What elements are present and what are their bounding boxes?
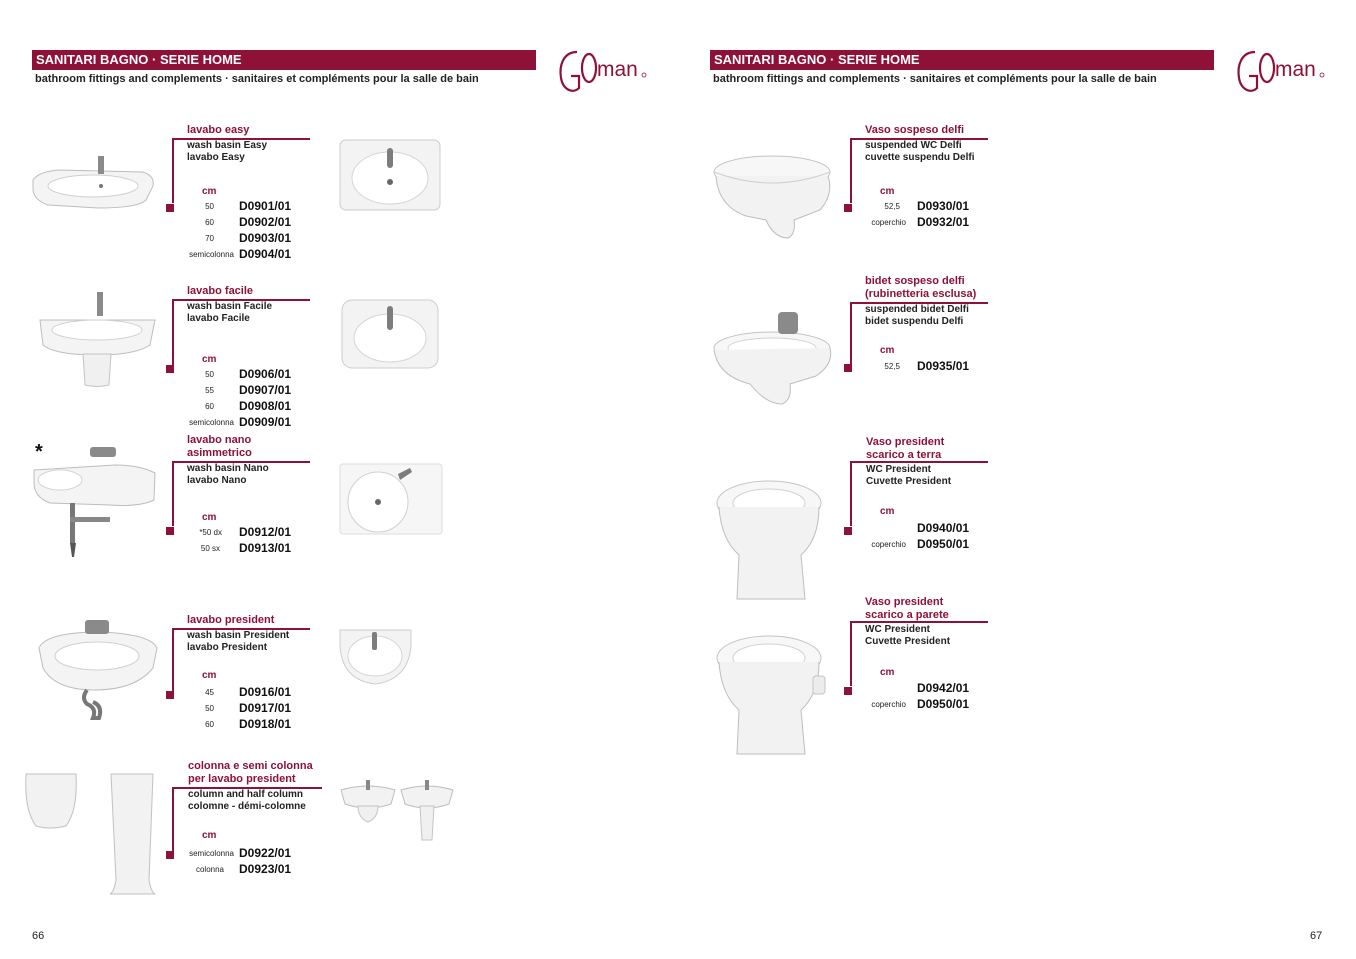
product-row: coperchio D0950/01 <box>871 537 970 551</box>
product-row: 60 D0918/01 <box>205 717 292 731</box>
section-title: SANITARI BAGNO · SERIE HOME <box>714 52 920 67</box>
page-number: 67 <box>1310 930 1323 942</box>
product-row: 52,5 D0930/01 <box>884 199 970 213</box>
vertical-rule <box>850 138 852 203</box>
product-lavabo-nano <box>164 434 324 559</box>
vertical-rule <box>850 621 852 686</box>
wash-basin-facile-image <box>35 290 160 390</box>
floor-wc-president-floor-outlet-image <box>713 475 828 605</box>
vertical-rule <box>850 461 852 526</box>
product-row: 55 D0907/01 <box>205 383 292 397</box>
wall-hung-bidet-delfi-image <box>710 308 840 408</box>
product-desc: wash basin Easy lavabo Easy <box>187 140 268 163</box>
product-desc: wash basin Nano lavabo Nano <box>187 463 269 486</box>
goman-logo <box>555 44 655 96</box>
product-row: 50 D0917/01 <box>205 701 292 715</box>
product-row: coperchio D0932/01 <box>871 215 970 229</box>
product-lavabo-easy <box>164 124 324 264</box>
product-row: 60 D0908/01 <box>205 399 292 413</box>
vertical-rule <box>172 138 174 203</box>
product-vaso-president-terra <box>842 436 1022 556</box>
wash-basin-nano-top-view <box>338 462 444 537</box>
wash-basin-president-top-view <box>338 628 413 686</box>
basin-with-column-thumb <box>398 778 456 844</box>
section-header-bar <box>32 50 536 70</box>
section-title: SANITARI BAGNO · SERIE HOME <box>36 52 242 67</box>
product-row: colonna D0923/01 <box>195 862 292 876</box>
product-row: D0940/01 <box>917 521 970 535</box>
product-title: lavabo easy <box>187 124 250 136</box>
unit-label: cm <box>880 506 895 517</box>
section-subtitle: bathroom fittings and complements · sanitaires et compléments pour la salle de bain <box>35 73 479 85</box>
product-bidet-sospeso-delfi <box>842 275 1022 385</box>
unit-label: cm <box>202 354 217 365</box>
product-title: Vaso president scarico a terra <box>866 436 945 461</box>
product-title: colonna e semi colonna per lavabo president <box>188 760 313 785</box>
product-vaso-sospeso-delfi <box>842 124 1012 234</box>
vertical-rule <box>172 461 174 526</box>
unit-label: cm <box>202 186 217 197</box>
vertical-rule <box>172 299 174 369</box>
product-desc: wash basin President lavabo President <box>187 630 290 653</box>
page-number: 66 <box>32 930 45 942</box>
unit-label: cm <box>202 512 217 523</box>
product-lavabo-facile <box>164 285 324 435</box>
product-title: lavabo nano asimmetrico <box>187 434 252 459</box>
product-row: 70 D0903/01 <box>205 231 292 245</box>
product-desc: WC President Cuvette President <box>865 624 951 647</box>
product-row: semicolonna D0909/01 <box>189 415 292 429</box>
wash-basin-easy-top-view <box>338 138 443 213</box>
product-row: 52,5 D0935/01 <box>884 359 970 373</box>
svg-text:man: man <box>597 58 638 81</box>
product-row: 50 sx D0913/01 <box>200 541 292 555</box>
product-row: coperchio D0950/01 <box>871 697 970 711</box>
title-rule <box>850 621 988 623</box>
product-title: lavabo president <box>187 614 275 626</box>
wall-hung-wc-delfi-image <box>710 150 840 242</box>
full-column-image <box>105 770 160 898</box>
product-desc: WC President Cuvette President <box>866 464 952 487</box>
goman-logo <box>1233 44 1333 96</box>
product-desc: column and half column colomne - démi-colomne <box>188 789 306 812</box>
product-row: 50 D0906/01 <box>205 367 292 381</box>
catalog-page-67 <box>678 0 1356 959</box>
title-rule <box>850 461 988 463</box>
product-row: 45 D0916/01 <box>205 685 292 699</box>
section-subtitle: bathroom fittings and complements · sanitaires et compléments pour la salle de bain <box>713 73 1157 85</box>
product-row: 50 D0901/01 <box>205 199 292 213</box>
vertical-rule <box>172 787 174 852</box>
product-title: lavabo facile <box>187 285 254 297</box>
half-column-image <box>22 770 80 832</box>
product-row: semicolonna D0904/01 <box>189 247 292 261</box>
section-header-bar <box>710 50 1214 70</box>
svg-text:man: man <box>1275 58 1316 81</box>
unit-label: cm <box>880 186 895 197</box>
product-lavabo-president <box>164 614 324 734</box>
unit-label: cm <box>880 667 895 678</box>
unit-label: cm <box>202 830 217 841</box>
floor-wc-president-wall-outlet-image <box>713 630 828 760</box>
product-row: D0942/01 <box>917 681 970 695</box>
product-desc: suspended bidet Delfi bidet suspendu Delfi <box>865 304 969 327</box>
product-vaso-president-parete <box>842 596 1022 716</box>
wash-basin-nano-image <box>30 445 160 560</box>
product-desc: wash basin Facile lavabo Facile <box>187 301 273 324</box>
asterisk-note: * <box>35 441 43 463</box>
vertical-rule <box>850 302 852 367</box>
unit-label: cm <box>880 345 895 356</box>
wash-basin-easy-image <box>28 150 158 215</box>
product-row: *50 dx D0912/01 <box>199 525 292 539</box>
product-row: semicolonna D0922/01 <box>189 846 292 860</box>
product-row: 60 D0902/01 <box>205 215 292 229</box>
basin-with-half-column-thumb <box>338 778 398 826</box>
product-title: Vaso president scarico a parete <box>865 596 949 621</box>
wash-basin-facile-top-view <box>340 298 440 370</box>
product-desc: suspended WC Delfi cuvette suspendu Delfi <box>865 140 975 163</box>
product-title: Vaso sospeso delfi <box>865 124 965 136</box>
product-colonna-semicolonna <box>164 760 334 885</box>
product-title: bidet sospeso delfi (rubinetteria esclusa) <box>865 275 977 300</box>
wash-basin-president-image <box>35 618 160 723</box>
unit-label: cm <box>202 670 217 681</box>
